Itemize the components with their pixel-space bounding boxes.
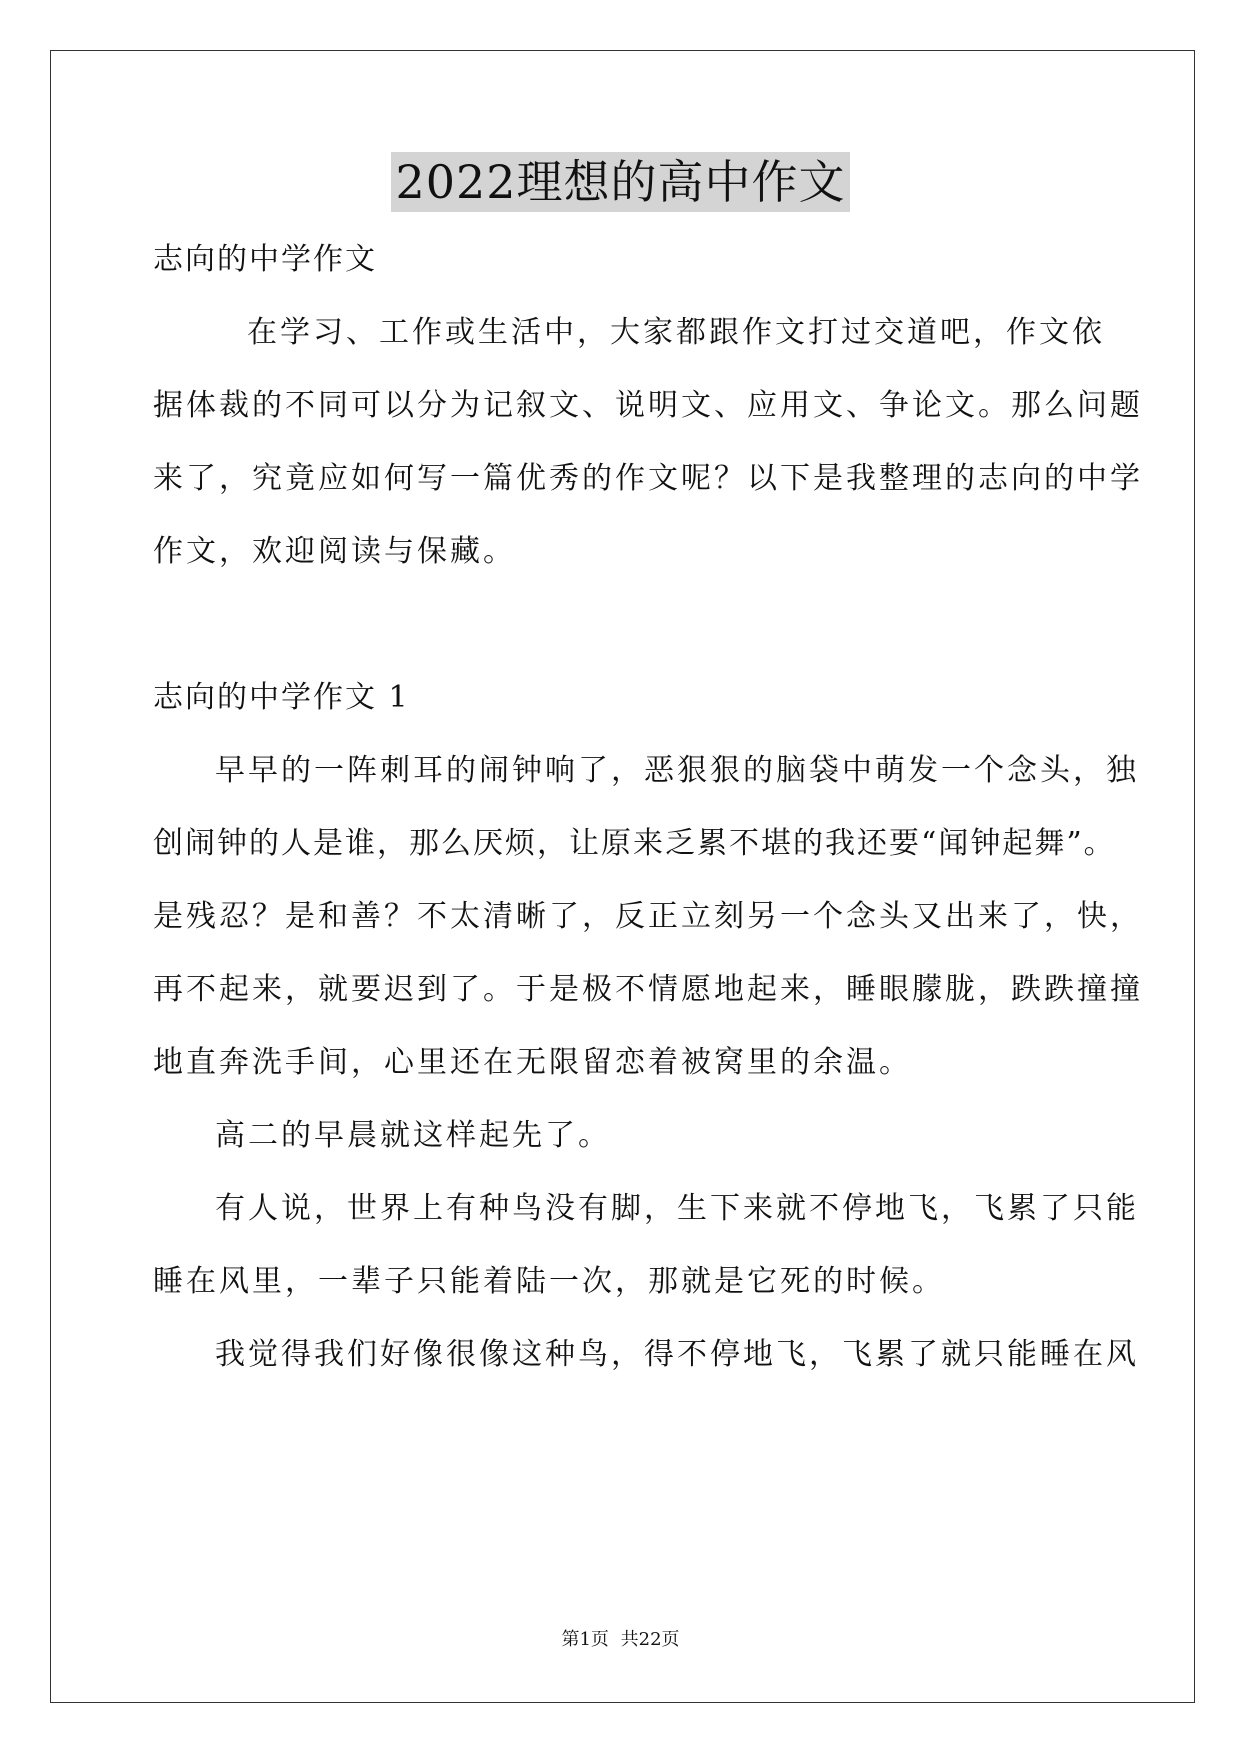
intro-heading: 志向的中学作文 [153,242,377,277]
paragraph-line: 有人说，世界上有种鸟没有脚，生下来就不停地飞，飞累了只能 [215,1191,1139,1226]
section-heading: 志向的中学作文 1 [153,680,410,715]
paragraph-line: 早早的一阵刺耳的闹钟响了，恶狠狠的脑袋中萌发一个念头，独 [215,753,1139,788]
paragraph-line: 在学习、工作或生活中，大家都跟作文打过交道吧，作文依 [247,315,1105,350]
paragraph-line: 据体裁的不同可以分为记叙文、说明文、应用文、争论文。那么问题 [153,388,1143,423]
page-border [50,50,1195,1703]
paragraph-line: 高二的早晨就这样起先了。 [215,1118,611,1153]
page-footer [0,1628,1241,1652]
paragraph-line: 我觉得我们好像很像这种鸟，得不停地飞，飞累了就只能睡在风 [215,1337,1139,1372]
page-number: 第1页 [561,1629,609,1650]
paragraph-line: 睡在风里，一辈子只能着陆一次，那就是它死的时候。 [153,1264,945,1299]
paragraph-line: 来了，究竟应如何写一篇优秀的作文呢？以下是我整理的志向的中学 [153,461,1143,496]
paragraph-line: 作文，欢迎阅读与保藏。 [153,534,516,569]
paragraph-line: 创闹钟的人是谁，那么厌烦，让原来乏累不堪的我还要“闻钟起舞”。 [153,826,1116,861]
document-title: 2022理想的高中作文 [391,152,849,212]
title-container [0,152,1241,212]
paragraph-line: 是残忍？是和善？不太清晰了，反正立刻另一个念头又出来了，快， [153,899,1143,934]
paragraph-line: 再不起来，就要迟到了。于是极不情愿地起来，睡眼朦胧，跌跌撞撞 [153,972,1143,1007]
paragraph-line: 地直奔洗手间，心里还在无限留恋着被窝里的余温。 [153,1045,912,1080]
page-total: 共22页 [620,1629,680,1650]
